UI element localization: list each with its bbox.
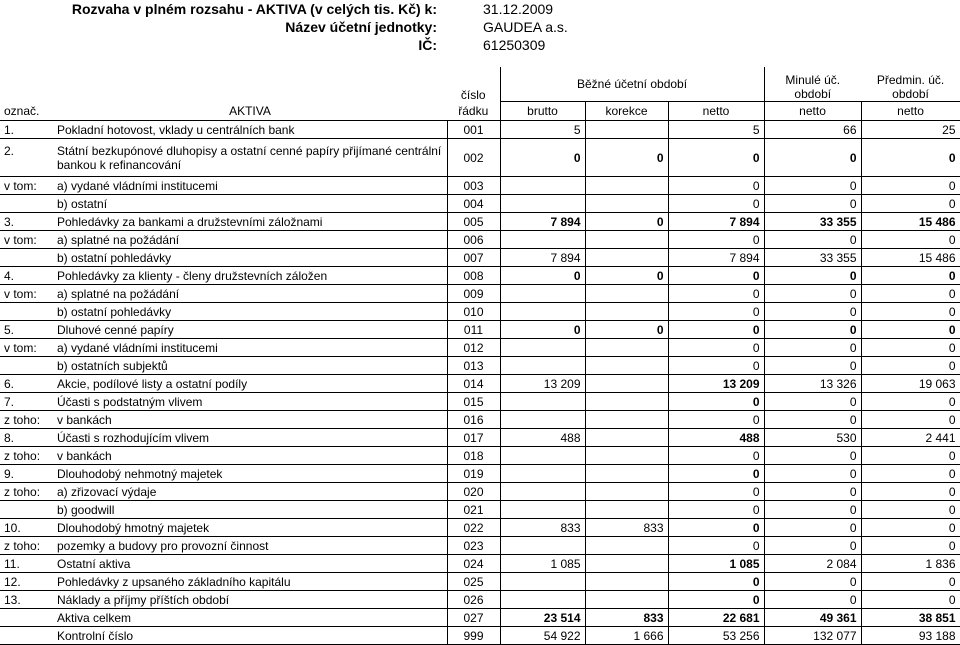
row-label: Pokladní hotovost, vklady u centrálních bank <box>53 121 447 139</box>
netto-value: 0 <box>668 393 764 411</box>
balance-sheet-table <box>0 67 960 645</box>
row-label: b) ostatní pohledávky <box>53 249 447 267</box>
korekce-header: korekce <box>585 102 668 121</box>
prev-netto-value: 33 355 <box>764 249 861 267</box>
table-row <box>0 321 960 339</box>
brutto-value: 13 209 <box>500 375 585 393</box>
row-marker: 11. <box>0 555 53 573</box>
predmin-netto-value: 25 <box>861 121 960 139</box>
korekce-value <box>585 465 668 483</box>
row-marker: 10. <box>0 519 53 537</box>
row-code: 016 <box>447 411 500 429</box>
prev-netto-value: 0 <box>764 519 861 537</box>
brutto-value <box>500 357 585 375</box>
prev-netto-value: 0 <box>764 411 861 429</box>
table-row <box>0 195 960 213</box>
row-marker <box>0 609 53 627</box>
netto-value: 13 209 <box>668 375 764 393</box>
netto-value: 0 <box>668 303 764 321</box>
row-marker: v tom: <box>0 177 53 195</box>
row-number-header-1: číslo <box>460 87 486 102</box>
row-code: 010 <box>447 303 500 321</box>
brutto-value: 7 894 <box>500 249 585 267</box>
row-code: 002 <box>447 139 500 177</box>
row-marker: z toho: <box>0 483 53 501</box>
report-date: 31.12.2009 <box>483 1 554 17</box>
table-row <box>0 393 960 411</box>
row-marker <box>0 357 53 375</box>
table-header <box>0 67 960 121</box>
korekce-value <box>585 339 668 357</box>
table-body <box>0 121 960 645</box>
brutto-value: 5 <box>500 121 585 139</box>
korekce-value <box>585 429 668 447</box>
predmin-netto-value: 0 <box>861 519 960 537</box>
row-label: Náklady a příjmy příštích období <box>53 591 447 609</box>
predmin-netto-value: 0 <box>861 321 960 339</box>
row-code: 001 <box>447 121 500 139</box>
row-code: 023 <box>447 537 500 555</box>
predmin-netto-value: 0 <box>861 285 960 303</box>
prev-period-subheader: období <box>794 87 832 101</box>
row-code: 003 <box>447 177 500 195</box>
row-label: Pohledávky za klienty - členy družstevních záložen <box>53 267 447 285</box>
korekce-value <box>585 501 668 519</box>
row-marker <box>0 303 53 321</box>
korekce-value: 0 <box>585 213 668 231</box>
row-number-header-2: řádku <box>447 102 500 121</box>
row-marker: v tom: <box>0 231 53 249</box>
prev-netto-header: netto <box>764 102 861 121</box>
table-row <box>0 177 960 195</box>
korekce-value <box>585 357 668 375</box>
predmin-netto-value: 0 <box>861 357 960 375</box>
row-label: Dluhové cenné papíry <box>53 321 447 339</box>
row-code: 013 <box>447 357 500 375</box>
netto-value: 7 894 <box>668 249 764 267</box>
current-period-header: Běžné účetní období <box>500 67 764 102</box>
row-marker: 4. <box>0 267 53 285</box>
prev-netto-value: 0 <box>764 285 861 303</box>
row-code: 004 <box>447 195 500 213</box>
row-code: 020 <box>447 483 500 501</box>
prev-netto-value: 0 <box>764 357 861 375</box>
table-row <box>0 285 960 303</box>
row-label: v bankách <box>53 411 447 429</box>
brutto-value: 0 <box>500 267 585 285</box>
prev-netto-value: 0 <box>764 267 861 285</box>
brutto-value: 0 <box>500 139 585 177</box>
netto-value: 0 <box>668 177 764 195</box>
prev-netto-value: 0 <box>764 339 861 357</box>
prev-netto-value: 0 <box>764 447 861 465</box>
predmin-netto-value: 0 <box>861 303 960 321</box>
row-code: 026 <box>447 591 500 609</box>
ic-number: 61250309 <box>483 37 546 53</box>
netto-value: 0 <box>668 285 764 303</box>
brutto-value: 23 514 <box>500 609 585 627</box>
table-row <box>0 121 960 139</box>
table-row <box>0 537 960 555</box>
row-label: v bankách <box>53 447 447 465</box>
netto-value: 22 681 <box>668 609 764 627</box>
brutto-value <box>500 465 585 483</box>
korekce-value: 1 666 <box>585 627 668 645</box>
table-row <box>0 357 960 375</box>
korekce-value <box>585 537 668 555</box>
korekce-value <box>585 121 668 139</box>
netto-value: 0 <box>668 465 764 483</box>
netto-value: 0 <box>668 447 764 465</box>
predmin-netto-value: 0 <box>861 483 960 501</box>
row-marker: 8. <box>0 429 53 447</box>
brutto-value: 0 <box>500 321 585 339</box>
brutto-value <box>500 231 585 249</box>
prev-netto-value: 0 <box>764 303 861 321</box>
korekce-value <box>585 375 668 393</box>
netto-value: 0 <box>668 501 764 519</box>
predmin-netto-value: 15 486 <box>861 213 960 231</box>
row-marker: 7. <box>0 393 53 411</box>
predmin-netto-value: 0 <box>861 537 960 555</box>
korekce-value <box>585 555 668 573</box>
prev-netto-value: 0 <box>764 177 861 195</box>
row-code: 012 <box>447 339 500 357</box>
korekce-value <box>585 303 668 321</box>
prev-netto-value: 0 <box>764 591 861 609</box>
netto-header: netto <box>668 102 764 121</box>
prev-netto-value: 0 <box>764 139 861 177</box>
row-code: 018 <box>447 447 500 465</box>
row-label: b) ostatních subjektů <box>53 357 447 375</box>
table-row <box>0 139 960 177</box>
korekce-value <box>585 285 668 303</box>
brutto-header: brutto <box>500 102 585 121</box>
prev-netto-value: 13 326 <box>764 375 861 393</box>
table-row <box>0 249 960 267</box>
table-row <box>0 501 960 519</box>
row-marker: 9. <box>0 465 53 483</box>
row-marker: 5. <box>0 321 53 339</box>
brutto-value <box>500 591 585 609</box>
row-marker: 12. <box>0 573 53 591</box>
predmin-netto-value: 0 <box>861 339 960 357</box>
predmin-netto-value: 19 063 <box>861 375 960 393</box>
row-marker: z toho: <box>0 411 53 429</box>
predmin-period-subheader: období <box>892 87 929 101</box>
row-label: a) vydané vládními institucemi <box>53 339 447 357</box>
netto-value: 0 <box>668 573 764 591</box>
brutto-value <box>500 537 585 555</box>
row-code: 015 <box>447 393 500 411</box>
table-row <box>0 303 960 321</box>
table-row <box>0 465 960 483</box>
prev-netto-value: 0 <box>764 537 861 555</box>
row-label: Akcie, podílové listy a ostatní podíly <box>53 375 447 393</box>
brutto-value: 1 085 <box>500 555 585 573</box>
prev-netto-value: 66 <box>764 121 861 139</box>
brutto-value <box>500 483 585 501</box>
table-row <box>0 411 960 429</box>
predmin-netto-value: 0 <box>861 591 960 609</box>
row-code: 005 <box>447 213 500 231</box>
brutto-value <box>500 573 585 591</box>
prev-netto-value: 0 <box>764 483 861 501</box>
oznac-header: označ. <box>0 102 53 121</box>
row-marker <box>0 249 53 267</box>
row-marker: v tom: <box>0 285 53 303</box>
prev-netto-value: 2 084 <box>764 555 861 573</box>
korekce-value <box>585 393 668 411</box>
predmin-netto-value: 0 <box>861 393 960 411</box>
brutto-value <box>500 339 585 357</box>
row-label: a) splatné na požádání <box>53 285 447 303</box>
row-marker: z toho: <box>0 537 53 555</box>
prev-netto-value: 0 <box>764 231 861 249</box>
entity-name-label: Název účetní jednotky: <box>285 19 437 35</box>
row-label: Aktiva celkem <box>53 609 447 627</box>
brutto-value <box>500 447 585 465</box>
prev-netto-value: 33 355 <box>764 213 861 231</box>
row-label: Pohledávky z upsaného základního kapitálu <box>53 573 447 591</box>
brutto-value <box>500 303 585 321</box>
brutto-value <box>500 285 585 303</box>
netto-value: 0 <box>668 231 764 249</box>
korekce-value: 0 <box>585 321 668 339</box>
row-code: 006 <box>447 231 500 249</box>
row-code: 022 <box>447 519 500 537</box>
table-row <box>0 555 960 573</box>
table-row <box>0 609 960 627</box>
table-row <box>0 231 960 249</box>
korekce-value: 0 <box>585 267 668 285</box>
row-code: 007 <box>447 249 500 267</box>
row-marker: 1. <box>0 121 53 139</box>
row-marker: z toho: <box>0 447 53 465</box>
row-code: 999 <box>447 627 500 645</box>
predmin-netto-value: 0 <box>861 447 960 465</box>
korekce-value: 0 <box>585 139 668 177</box>
table-row <box>0 483 960 501</box>
prev-netto-value: 0 <box>764 465 861 483</box>
aktiva-header: AKTIVA <box>53 102 447 121</box>
predmin-netto-value: 0 <box>861 267 960 285</box>
row-marker: v tom: <box>0 339 53 357</box>
prev-netto-value: 530 <box>764 429 861 447</box>
korekce-value <box>585 249 668 267</box>
korekce-value <box>585 231 668 249</box>
table-row <box>0 627 960 645</box>
brutto-value <box>500 195 585 213</box>
predmin-netto-value: 0 <box>861 573 960 591</box>
brutto-value <box>500 501 585 519</box>
row-marker: 3. <box>0 213 53 231</box>
row-label: b) goodwill <box>53 501 447 519</box>
netto-value: 0 <box>668 519 764 537</box>
korekce-value <box>585 195 668 213</box>
predmin-netto-value: 0 <box>861 465 960 483</box>
row-marker: 2. <box>0 139 53 177</box>
table-row <box>0 519 960 537</box>
netto-value: 0 <box>668 357 764 375</box>
netto-value: 0 <box>668 339 764 357</box>
korekce-value <box>585 411 668 429</box>
predmin-netto-value: 2 441 <box>861 429 960 447</box>
prev-netto-value: 0 <box>764 573 861 591</box>
netto-value: 0 <box>668 483 764 501</box>
report-title-label: Rozvaha v plném rozsahu - AKTIVA (v celých tis. Kč) k: <box>71 1 437 17</box>
brutto-value <box>500 411 585 429</box>
predmin-netto-value: 0 <box>861 231 960 249</box>
row-code: 009 <box>447 285 500 303</box>
korekce-value: 833 <box>585 609 668 627</box>
netto-value: 0 <box>668 321 764 339</box>
row-label: Pohledávky za bankami a družstevními záložnami <box>53 213 447 231</box>
row-label: b) ostatní <box>53 195 447 213</box>
row-marker: 13. <box>0 591 53 609</box>
entity-name: GAUDEA a.s. <box>483 19 568 35</box>
table-row <box>0 267 960 285</box>
table-row <box>0 375 960 393</box>
predmin-netto-value: 0 <box>861 139 960 177</box>
table-row <box>0 339 960 357</box>
prev-netto-value: 0 <box>764 195 861 213</box>
brutto-value: 488 <box>500 429 585 447</box>
ic-label: IČ: <box>418 37 437 53</box>
netto-value: 53 256 <box>668 627 764 645</box>
predmin-netto-value: 93 188 <box>861 627 960 645</box>
predmin-netto-value: 0 <box>861 177 960 195</box>
korekce-value: 833 <box>585 519 668 537</box>
table-row <box>0 591 960 609</box>
row-label: a) vydané vládními institucemi <box>53 177 447 195</box>
table-row <box>0 213 960 231</box>
prev-netto-value: 0 <box>764 501 861 519</box>
predmin-netto-value: 15 486 <box>861 249 960 267</box>
table-row <box>0 573 960 591</box>
prev-period-header: Minulé úč. <box>785 73 841 87</box>
netto-value: 1 085 <box>668 555 764 573</box>
row-label: Kontrolní číslo <box>53 627 447 645</box>
prev-netto-value: 0 <box>764 321 861 339</box>
table-row <box>0 447 960 465</box>
row-label: a) zřizovací výdaje <box>53 483 447 501</box>
row-label: Ostatní aktiva <box>53 555 447 573</box>
prev-netto-value: 132 077 <box>764 627 861 645</box>
korekce-value <box>585 591 668 609</box>
korekce-value <box>585 177 668 195</box>
netto-value: 0 <box>668 195 764 213</box>
predmin-netto-header: netto <box>861 102 960 121</box>
row-label: Dlouhodobý hmotný majetek <box>53 519 447 537</box>
predmin-netto-value: 38 851 <box>861 609 960 627</box>
row-code: 017 <box>447 429 500 447</box>
korekce-value <box>585 447 668 465</box>
netto-value: 0 <box>668 591 764 609</box>
row-label: Dlouhodobý nehmotný majetek <box>53 465 447 483</box>
row-code: 027 <box>447 609 500 627</box>
prev-netto-value: 49 361 <box>764 609 861 627</box>
row-code: 011 <box>447 321 500 339</box>
netto-value: 5 <box>668 121 764 139</box>
netto-value: 0 <box>668 267 764 285</box>
row-marker <box>0 195 53 213</box>
row-marker: 6. <box>0 375 53 393</box>
brutto-value: 7 894 <box>500 213 585 231</box>
brutto-value: 54 922 <box>500 627 585 645</box>
brutto-value <box>500 393 585 411</box>
korekce-value <box>585 483 668 501</box>
row-label: Účasti s podstatným vlivem <box>53 393 447 411</box>
netto-value: 0 <box>668 537 764 555</box>
prev-netto-value: 0 <box>764 393 861 411</box>
predmin-netto-value: 0 <box>861 195 960 213</box>
row-label: a) splatné na požádání <box>53 231 447 249</box>
row-code: 008 <box>447 267 500 285</box>
netto-value: 488 <box>668 429 764 447</box>
netto-value: 7 894 <box>668 213 764 231</box>
brutto-value <box>500 177 585 195</box>
netto-value: 0 <box>668 411 764 429</box>
row-code: 025 <box>447 573 500 591</box>
predmin-netto-value: 0 <box>861 501 960 519</box>
predmin-netto-value: 1 836 <box>861 555 960 573</box>
netto-value: 0 <box>668 139 764 177</box>
predmin-period-header: Předmin. úč. <box>876 73 945 87</box>
row-label: Účasti s rozhodujícím vlivem <box>53 429 447 447</box>
row-label: pozemky a budovy pro provozní činnost <box>53 537 447 555</box>
korekce-value <box>585 573 668 591</box>
row-marker <box>0 627 53 645</box>
row-code: 019 <box>447 465 500 483</box>
row-code: 024 <box>447 555 500 573</box>
row-marker <box>0 501 53 519</box>
table-row <box>0 429 960 447</box>
row-label: Státní bezkupónové dluhopisy a ostatní cenné papíry přijímané centrální bankou k refinancování <box>53 139 447 177</box>
row-code: 021 <box>447 501 500 519</box>
predmin-netto-value: 0 <box>861 411 960 429</box>
row-code: 014 <box>447 375 500 393</box>
row-label: b) ostatní pohledávky <box>53 303 447 321</box>
brutto-value: 833 <box>500 519 585 537</box>
